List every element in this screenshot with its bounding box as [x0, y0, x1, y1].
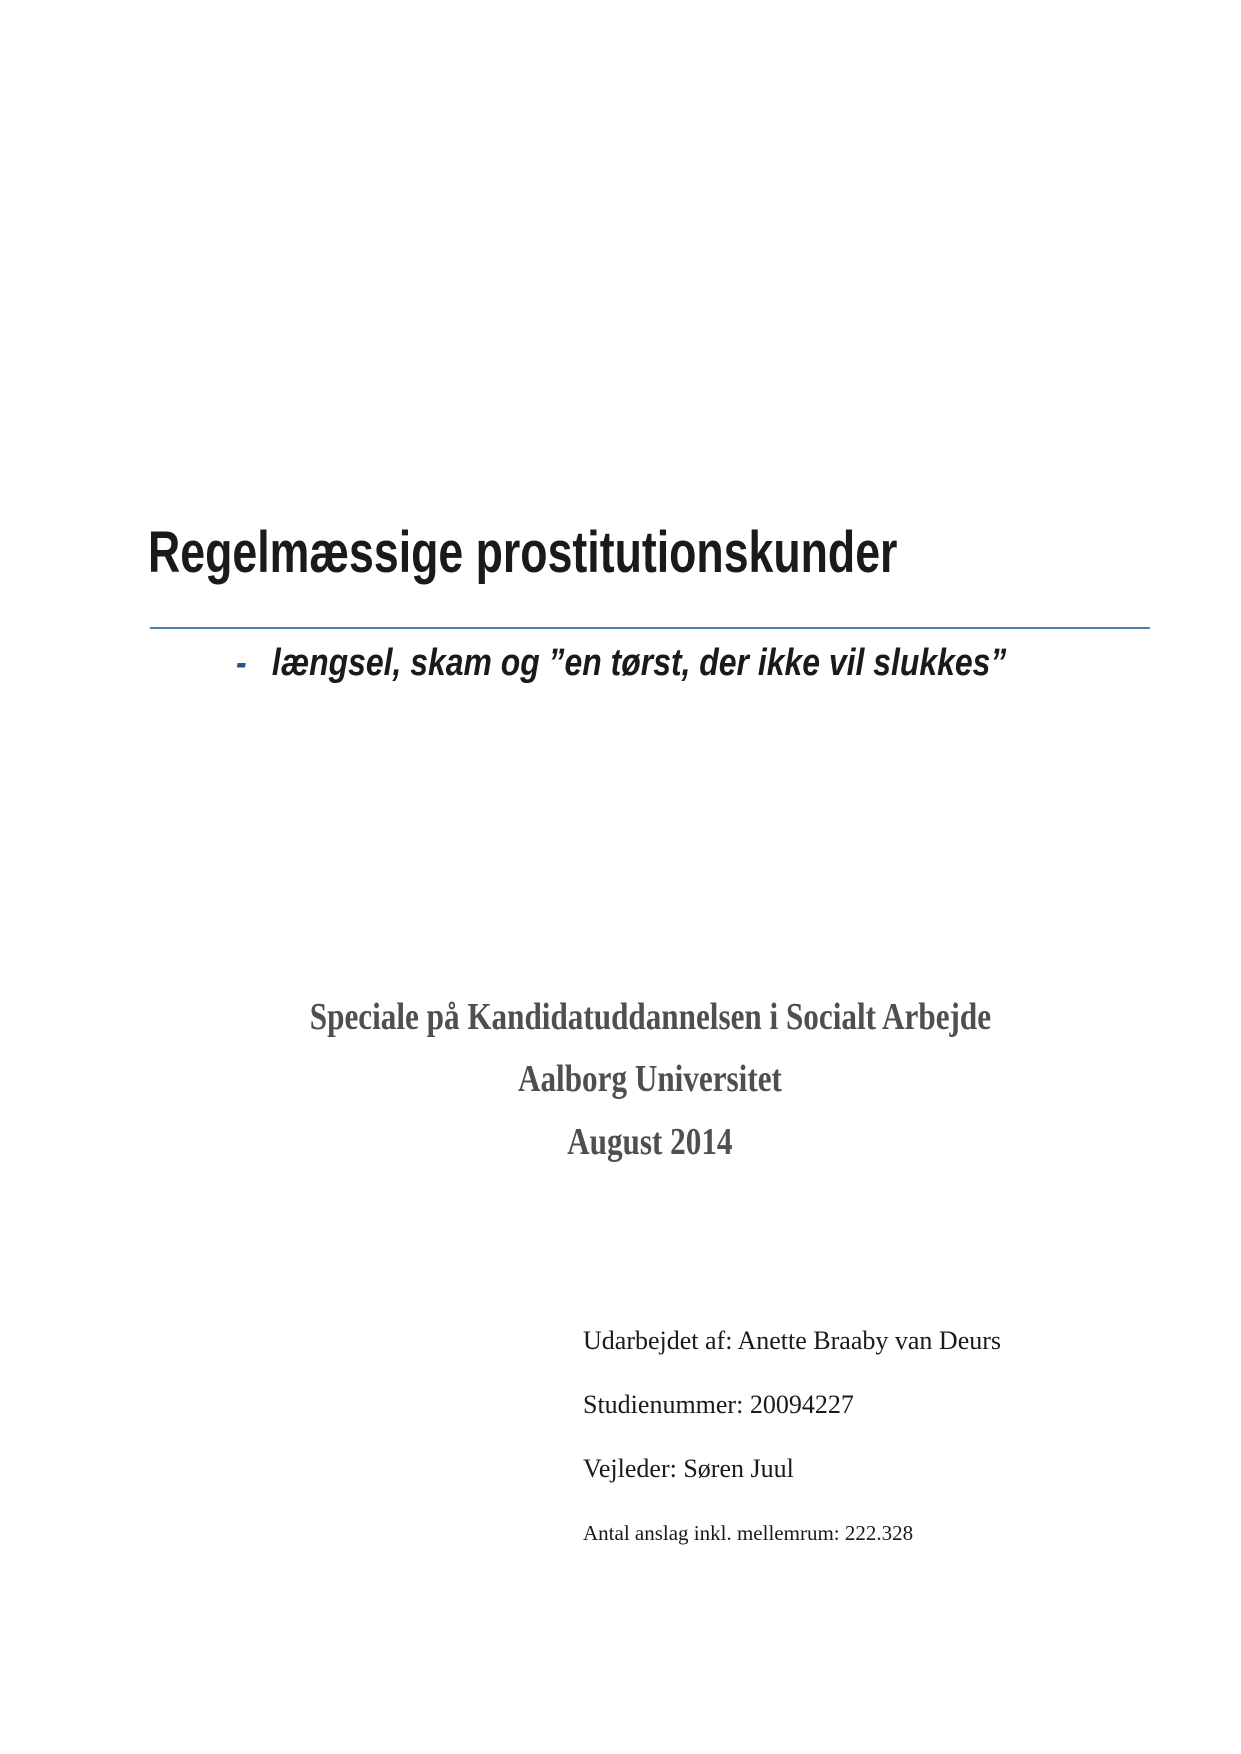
- program-line-university: [150, 1060, 1150, 1098]
- credit-author-line: Udarbejdet af: Anette Braaby van Deurs: [583, 1326, 1002, 1355]
- program-date-text: August 2014: [567, 1121, 733, 1163]
- title-divider-rule: [150, 627, 1150, 629]
- credit-student-number-line: Studienummer: 20094227: [583, 1390, 854, 1419]
- page-title: [148, 520, 1121, 585]
- credit-supervisor-line: Vejleder: Søren Juul: [583, 1454, 794, 1483]
- credit-character-count-line: Antal anslag inkl. mellemrum: 222.328: [583, 1521, 914, 1545]
- page-subtitle: [236, 644, 1006, 682]
- page-title-text: Regelmæssige prostitutionskunder: [148, 520, 898, 585]
- subtitle-text: længsel, skam og ”en tørst, der ikke vil slukkes”: [271, 642, 1007, 684]
- program-university-text: Aalborg Universitet: [518, 1058, 782, 1100]
- program-line-date: [150, 1123, 1150, 1161]
- program-degree-text: Speciale på Kandidatuddannelsen i Socialt Arbejde: [309, 996, 991, 1038]
- program-line-degree: [150, 998, 1150, 1036]
- subtitle-dash: -: [236, 642, 247, 684]
